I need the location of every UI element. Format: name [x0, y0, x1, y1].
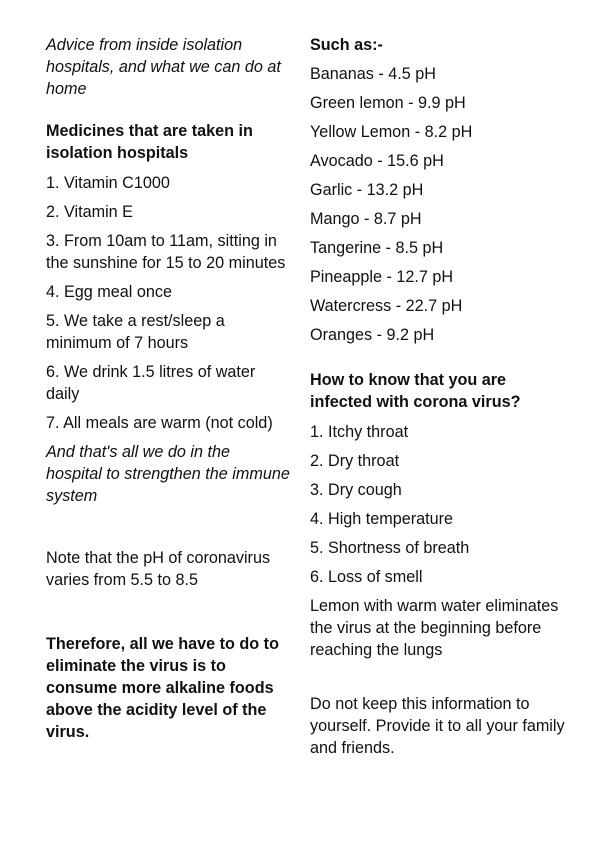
left-column	[46, 34, 290, 743]
foods-heading: Such as:-	[310, 36, 383, 54]
medicines-heading: Medicines that are taken in isolation hospitals	[46, 122, 253, 162]
lemon-note: Lemon with warm water eliminates the virus at the beginning before reaching the lungs	[310, 597, 559, 659]
ph-note: Note that the pH of coronavirus varies from 5.5 to 8.5	[46, 549, 271, 589]
list-item: 1. Itchy throat	[310, 423, 409, 441]
list-item: 4. High temperature	[310, 510, 454, 528]
list-item: 4. Egg meal once	[46, 283, 172, 301]
intro-text: Advice from inside isolation hospitals, and what we can do at home	[46, 36, 281, 98]
foods-list	[310, 63, 572, 346]
list-item: Yellow Lemon - 8.2 pH	[310, 123, 473, 141]
closing-text: And that's all we do in the hospital to strengthen the immune system	[46, 443, 290, 505]
list-item: Garlic - 13.2 pH	[310, 181, 424, 199]
share-note: Do not keep this information to yourself. Provide it to all your family and friends.	[310, 695, 565, 757]
list-item: 2. Dry throat	[310, 452, 400, 470]
symptoms-heading: How to know that you are infected with corona virus?	[310, 371, 521, 411]
right-column	[310, 34, 572, 759]
list-item: Mango - 8.7 pH	[310, 210, 422, 228]
medicines-list	[46, 172, 290, 434]
list-item: 3. Dry cough	[310, 481, 402, 499]
list-item: 7. All meals are warm (not cold)	[46, 414, 273, 432]
symptoms-list	[310, 421, 572, 588]
list-item: 6. We drink 1.5 litres of water daily	[46, 363, 256, 403]
list-item: Watercress - 22.7 pH	[310, 297, 463, 315]
list-item: Green lemon - 9.9 pH	[310, 94, 466, 112]
list-item: 1. Vitamin C1000	[46, 174, 170, 192]
list-item: 6. Loss of smell	[310, 568, 423, 586]
list-item: Oranges - 9.2 pH	[310, 326, 435, 344]
list-item: Avocado - 15.6 pH	[310, 152, 444, 170]
conclusion-text: Therefore, all we have to do to eliminate the virus is to consume more alkaline foods above the acidity level of the virus.	[46, 635, 279, 741]
list-item: 5. We take a rest/sleep a minimum of 7 hours	[46, 312, 225, 352]
list-item: Tangerine - 8.5 pH	[310, 239, 444, 257]
list-item: 2. Vitamin E	[46, 203, 133, 221]
list-item: 5. Shortness of breath	[310, 539, 470, 557]
list-item: Bananas - 4.5 pH	[310, 65, 436, 83]
list-item: Pineapple - 12.7 pH	[310, 268, 454, 286]
list-item: 3. From 10am to 11am, sitting in the sunshine for 15 to 20 minutes	[46, 232, 286, 272]
